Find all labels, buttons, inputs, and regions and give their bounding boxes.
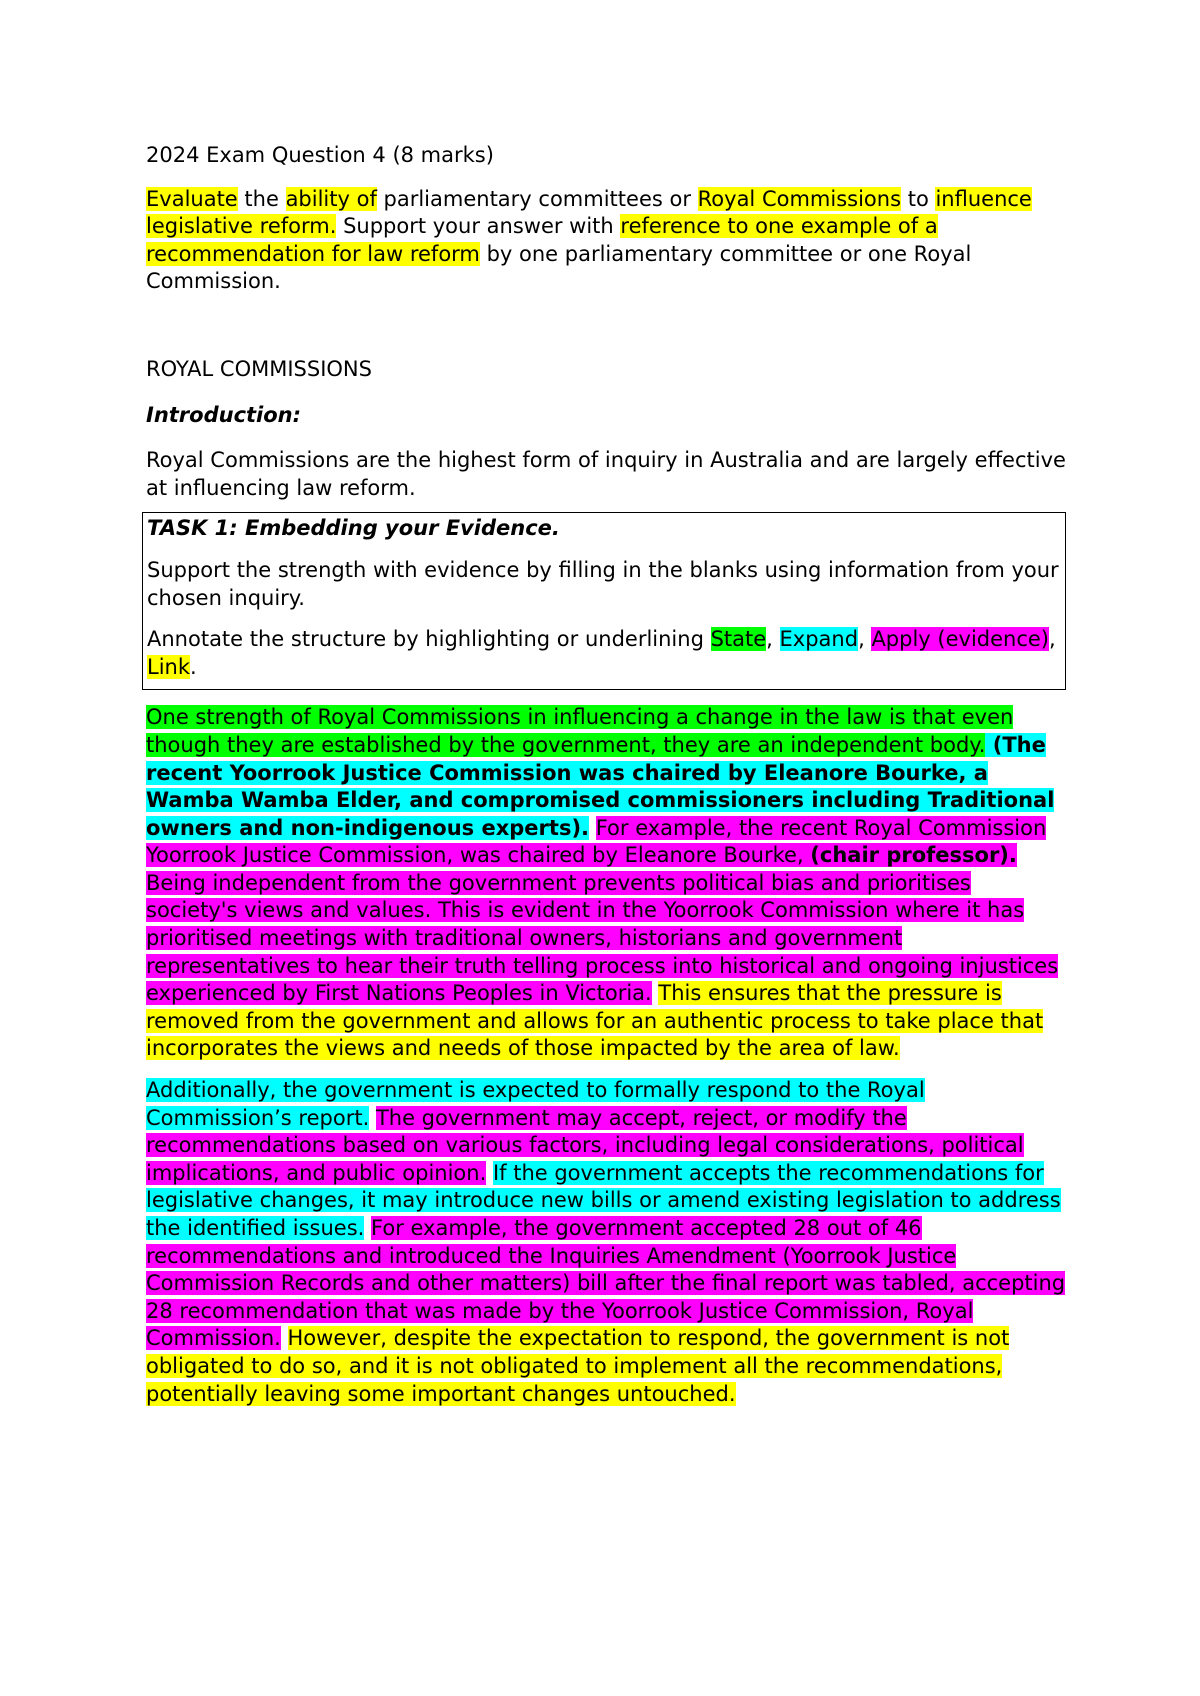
task-instruction: Support the strength with evidence by filling in the blanks using information from your chosen inquiry. [147,557,1059,610]
highlighted-text-run: Link [147,654,191,679]
highlighted-text-run: influence legislative reform. [146,186,1032,239]
text-run [369,1106,376,1130]
text-run: . [190,654,197,679]
highlighted-text-run: This ensures that the pressure is removed from the government and allows for an authentic process to take place that incorporates the views and needs of those impacted by the area of law. [146,981,1044,1061]
highlighted-text-run: ability of [285,186,377,211]
highlighted-text-run: If the government accepts the recommendations for legislative changes, it may introduce new bills or amend existing legislation to address the identified issues. [146,1160,1061,1240]
answer-paragraph-2 [146,1077,1066,1408]
exam-question [146,186,1066,296]
text-run: Annotate the structure by highlighting or underlining [147,627,711,652]
highlighted-text-run: Apply (evidence) [871,627,1049,652]
introduction-heading: Introduction: [146,402,302,427]
highlighted-text-run: For example, the government accepted 28 out of 46 recommendations and introduced the Inquiries Amendment (Yoorrook Justice Commission Records and other matters) bill after the final report was tabled, accepting 28 recommendation that was made by the Yoorrook Justice Commission, Royal Commission. [146,1216,1066,1351]
highlighted-text-run: (The recent Yoorrook Justice Commission was chaired by Eleanore Bourke, a Wamba Wamba Elder, and compromised commissioners including Traditional owners and non-indigenous experts). [146,732,1055,840]
document-page [146,142,1066,1408]
text-run: , [858,627,872,652]
highlighted-text-run: For example, the recent Royal Commission Yoorrook Justice Commission, was chaired by Eleanore Bourke, [146,815,1047,868]
highlighted-text-run: State [710,627,767,652]
task-annotate-instruction [147,626,1065,681]
highlighted-text-run: However, despite the expectation to respond, the government is not obligated to do so, and it is not obligated to implement all the recommendations, potentially leaving some important changes untouched. [146,1326,1010,1406]
text-run [589,816,596,840]
answer-paragraph-1 [146,704,1066,1063]
task-title: TASK 1: Embedding your Evidence. [147,516,560,541]
text-run [486,1161,493,1185]
highlighted-text-run: The government may accept, reject, or modify the recommendations based on various factors, including legal considerations, political implications, and public opinion. [146,1105,1024,1185]
highlighted-text-run: Additionally, the government is expected to formally respond to the Royal Commission’s report. [146,1078,925,1130]
text-run: to [901,186,936,211]
highlighted-text-run: Evaluate [146,186,238,211]
highlighted-text-run: Being independent from the government prevents political bias and prioritises society's views and values. This is evident in the Yoorrook Commission where it has prioritised meetings with traditional owners, historians and government representatives to hear their truth telling process into historical and ongoing injustices experienced by First Nations Peoples in Victoria. [146,870,1059,1006]
text-run: , [1049,627,1056,652]
text-run: the [237,186,286,211]
highlighted-text-run: One strength of Royal Commissions in influencing a change in the law is that even though they are established by the government, they are an independent body. [146,705,1014,757]
text-run: , [766,627,780,652]
section-heading: ROYAL COMMISSIONS [146,356,372,381]
text-run [281,1326,288,1350]
text-run: Support your answer with [336,214,621,239]
text-run [364,1216,371,1240]
text-run: parliamentary committees or [376,186,698,211]
text-run: by one parliamentary committee or one Royal Commission. [146,241,972,294]
highlighted-text-run: reference to one example of a recommendation for law reform [146,214,938,266]
highlighted-text-run: (chair professor). [810,843,1017,868]
highlighted-text-run: Royal Commissions [697,186,902,211]
introduction-text: Royal Commissions are the highest form of inquiry in Australia and are largely effective at influencing law reform. [146,448,1066,500]
task-box [142,512,1066,690]
question-title: 2024 Exam Question 4 (8 marks) [146,143,494,167]
highlighted-text-run: Expand [779,627,859,652]
